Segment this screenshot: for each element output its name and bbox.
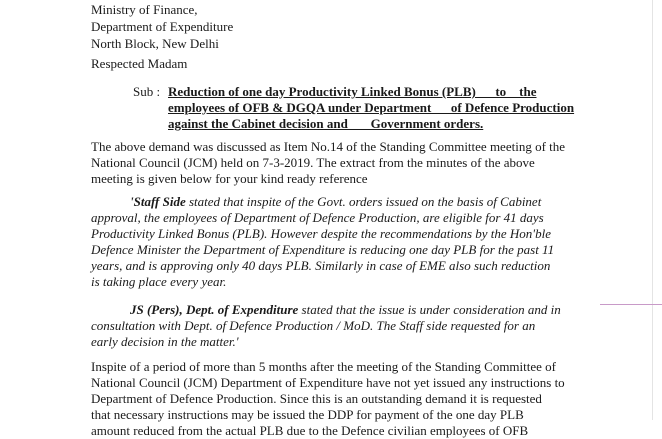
quote-line: is taking place every year. — [91, 274, 227, 289]
subject-line: employees of OFB & DGQA under Department of Defence Production — [168, 100, 575, 115]
quote-speaker: JS (Pers), Dept. of Expenditure — [130, 302, 299, 317]
body-line: Department of Defence Production. Since this is an outstanding demand it is requested — [91, 391, 542, 406]
pen-mark — [600, 304, 662, 305]
body-line: The above demand was discussed as Item No.14 of the Standing Committee meeting of the — [91, 139, 566, 154]
body-line: meeting is given below for your kind ready reference — [91, 171, 368, 186]
address-line: Department of Expenditure — [91, 19, 234, 34]
quote-line: years, and is approving only 40 days PLB. Similarly in case of EME also such reduction — [91, 258, 551, 273]
subject-line: Reduction of one day Productivity Linked Bonus (PLB) to the — [168, 84, 537, 99]
quote-line: early decision in the matter.' — [91, 334, 239, 349]
subject-prefix: Sub : — [133, 84, 161, 99]
address-line: North Block, New Delhi — [91, 36, 219, 51]
quote-line: 'Staff Side stated that inspite of the Govt. orders issued on the basis of Cabinet — [130, 194, 542, 209]
body-line: National Council (JCM) Department of Expenditure have not yet issued any instructions to — [91, 375, 565, 390]
body-line: National Council (JCM) held on 7-3-2019. The extract from the minutes of the above — [91, 155, 535, 170]
quote-line: approval, the employees of Department of Defence Production, are eligible for 41 days — [91, 210, 544, 225]
quote-line: consultation with Dept. of Defence Production / MoD. The Staff side requested for an — [91, 318, 536, 333]
quote-speaker: 'Staff Side — [130, 194, 186, 209]
scan-edge-line — [652, 0, 653, 420]
body-line: amount reduced from the actual PLB due to the Defence civilian employees of OFB — [91, 423, 529, 438]
subject-line: against the Cabinet decision and Government orders. — [168, 116, 484, 131]
quote-line: JS (Pers), Dept. of Expenditure stated that the issue is under consideration and in — [130, 302, 561, 317]
address-line: Ministry of Finance, — [91, 2, 198, 17]
quote-line: Defence Minister the Department of Expenditure is reducing one day PLB for the past 11 — [91, 242, 555, 257]
salutation: Respected Madam — [91, 56, 188, 71]
body-line: that necessary instructions may be issued the DDP for payment of the one day PLB — [91, 407, 524, 422]
body-line: Inspite of a period of more than 5 months after the meeting of the Standing Committee of — [91, 359, 556, 374]
quote-line: Productivity Linked Bonus (PLB). However despite the recommendations by the Hon'ble — [91, 226, 551, 241]
